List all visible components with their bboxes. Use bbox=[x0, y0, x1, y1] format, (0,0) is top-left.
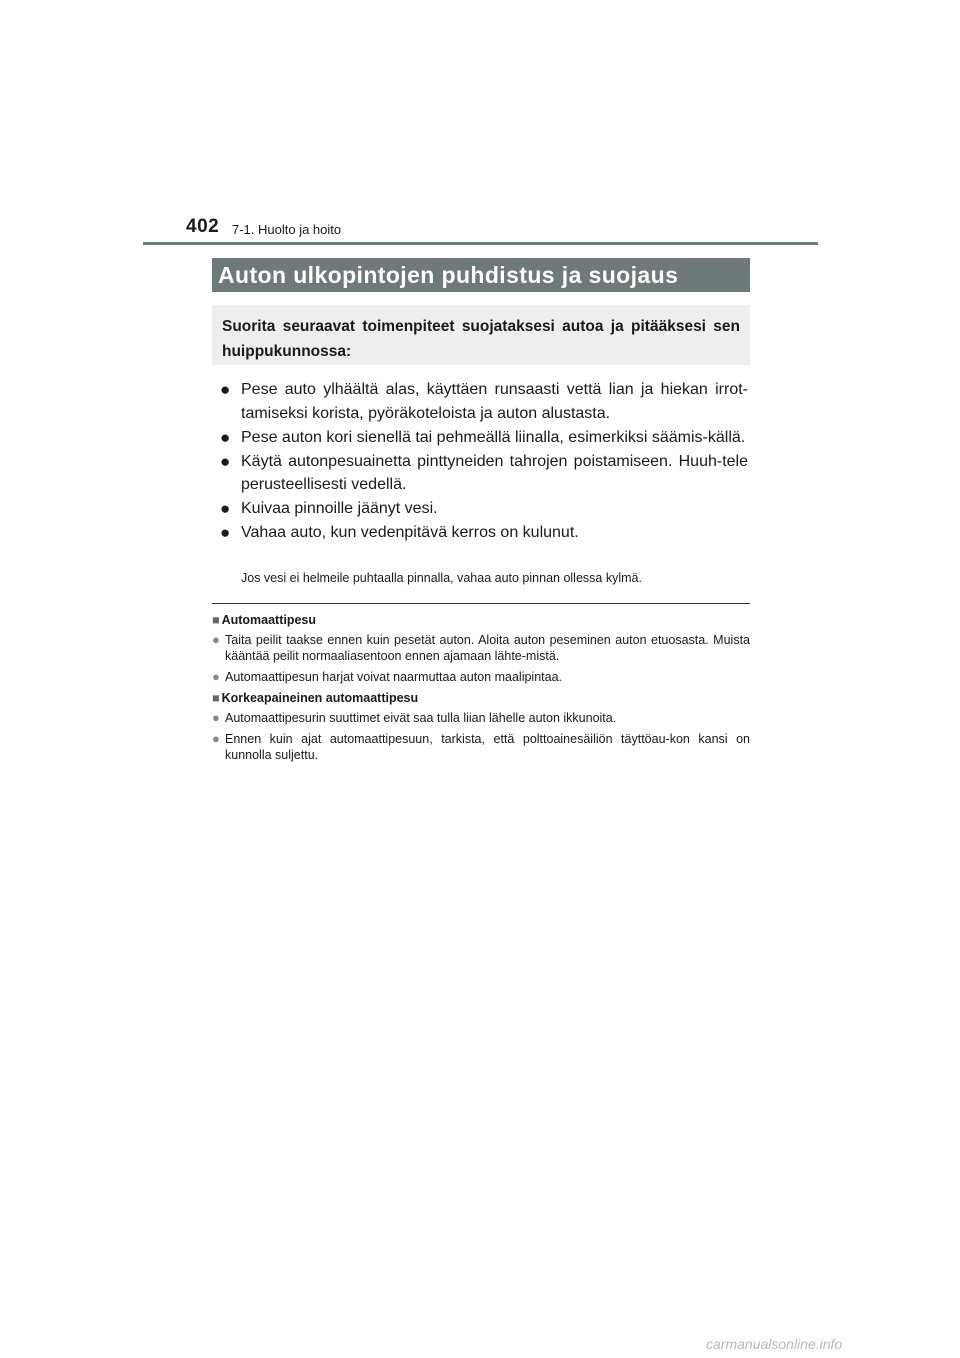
header-rule bbox=[143, 242, 818, 245]
square-marker-icon: ■ bbox=[212, 691, 220, 705]
list-item-text: Pese auto ylhäältä alas, käyttäen runsaasti vettä lian ja hiekan irrot-tamiseksi korista, pyöräkoteloista ja auton alustasta. bbox=[241, 381, 748, 422]
bullet-icon: ● bbox=[220, 427, 231, 447]
bullet-icon: ● bbox=[220, 499, 231, 518]
info-item bbox=[212, 731, 750, 763]
info-item bbox=[212, 710, 750, 726]
list-item bbox=[220, 426, 748, 450]
bullet-icon: ● bbox=[220, 380, 231, 399]
info-section-heading-text: Korkeapaineinen automaattipesu bbox=[221, 691, 419, 705]
info-item-text: Automaattipesurin suuttimet eivät saa tulla liian lähelle auton ikkunoita. bbox=[225, 711, 617, 725]
info-section-heading bbox=[212, 612, 750, 629]
info-section-heading bbox=[212, 690, 750, 707]
list-item bbox=[220, 450, 748, 497]
info-section-heading-text: Automaattipesu bbox=[221, 613, 317, 627]
info-item-text: Automaattipesun harjat voivat naarmuttaa auton maalipintaa. bbox=[225, 670, 563, 684]
info-item-text: Taita peilit taakse ennen kuin pesetät auton. Aloita auton peseminen auton etuosasta. Muista kääntää peilit normaaliasentoon ennen ajamaan lähte-mistä. bbox=[225, 633, 750, 663]
list-item-text: Vahaa auto, kun vedenpitävä kerros on kulunut. bbox=[241, 524, 579, 541]
list-item-text: Kuivaa pinnoille jäänyt vesi. bbox=[241, 500, 438, 517]
divider bbox=[212, 603, 750, 604]
info-item-text: Ennen kuin ajat automaattipesuun, tarkista, että polttoainesäiliön täyttöau-kon kansi on kunnolla suljettu. bbox=[225, 732, 750, 762]
info-section bbox=[212, 690, 750, 763]
bullet-icon: ● bbox=[212, 710, 220, 725]
info-item bbox=[212, 669, 750, 685]
list-item bbox=[220, 497, 748, 521]
bullet-list bbox=[220, 378, 748, 545]
watermark: carmanualsonline.info bbox=[706, 1336, 843, 1352]
chapter-title: 7-1. Huolto ja hoito bbox=[232, 222, 342, 237]
section-title: Auton ulkopintojen puhdistus ja suojaus bbox=[212, 258, 750, 292]
square-marker-icon: ■ bbox=[212, 613, 220, 627]
info-sections bbox=[212, 612, 750, 768]
list-item-text: Käytä autonpesuainetta pinttyneiden tahrojen poistamiseen. Huuh-tele perusteellisesti vedellä. bbox=[241, 452, 748, 493]
bullet-icon: ● bbox=[212, 731, 220, 746]
info-section bbox=[212, 612, 750, 685]
bullet-icon: ● bbox=[212, 669, 220, 684]
note-text: Jos vesi ei helmeile puhtaalla pinnalla, vahaa auto pinnan ollessa kylmä. bbox=[241, 571, 642, 585]
list-item bbox=[220, 378, 748, 425]
page-number: 402 bbox=[186, 216, 220, 237]
bullet-icon: ● bbox=[220, 451, 231, 471]
intro-box: Suorita seuraavat toimenpiteet suojataksesi autoa ja pitääksesi sen huippukunnossa: bbox=[212, 305, 750, 365]
info-item bbox=[212, 632, 750, 664]
bullet-icon: ● bbox=[220, 523, 231, 542]
list-item bbox=[220, 521, 748, 545]
bullet-icon: ● bbox=[212, 632, 220, 647]
list-item-text: Pese auton kori sienellä tai pehmeällä liinalla, esimerkiksi säämis-källä. bbox=[241, 428, 746, 446]
